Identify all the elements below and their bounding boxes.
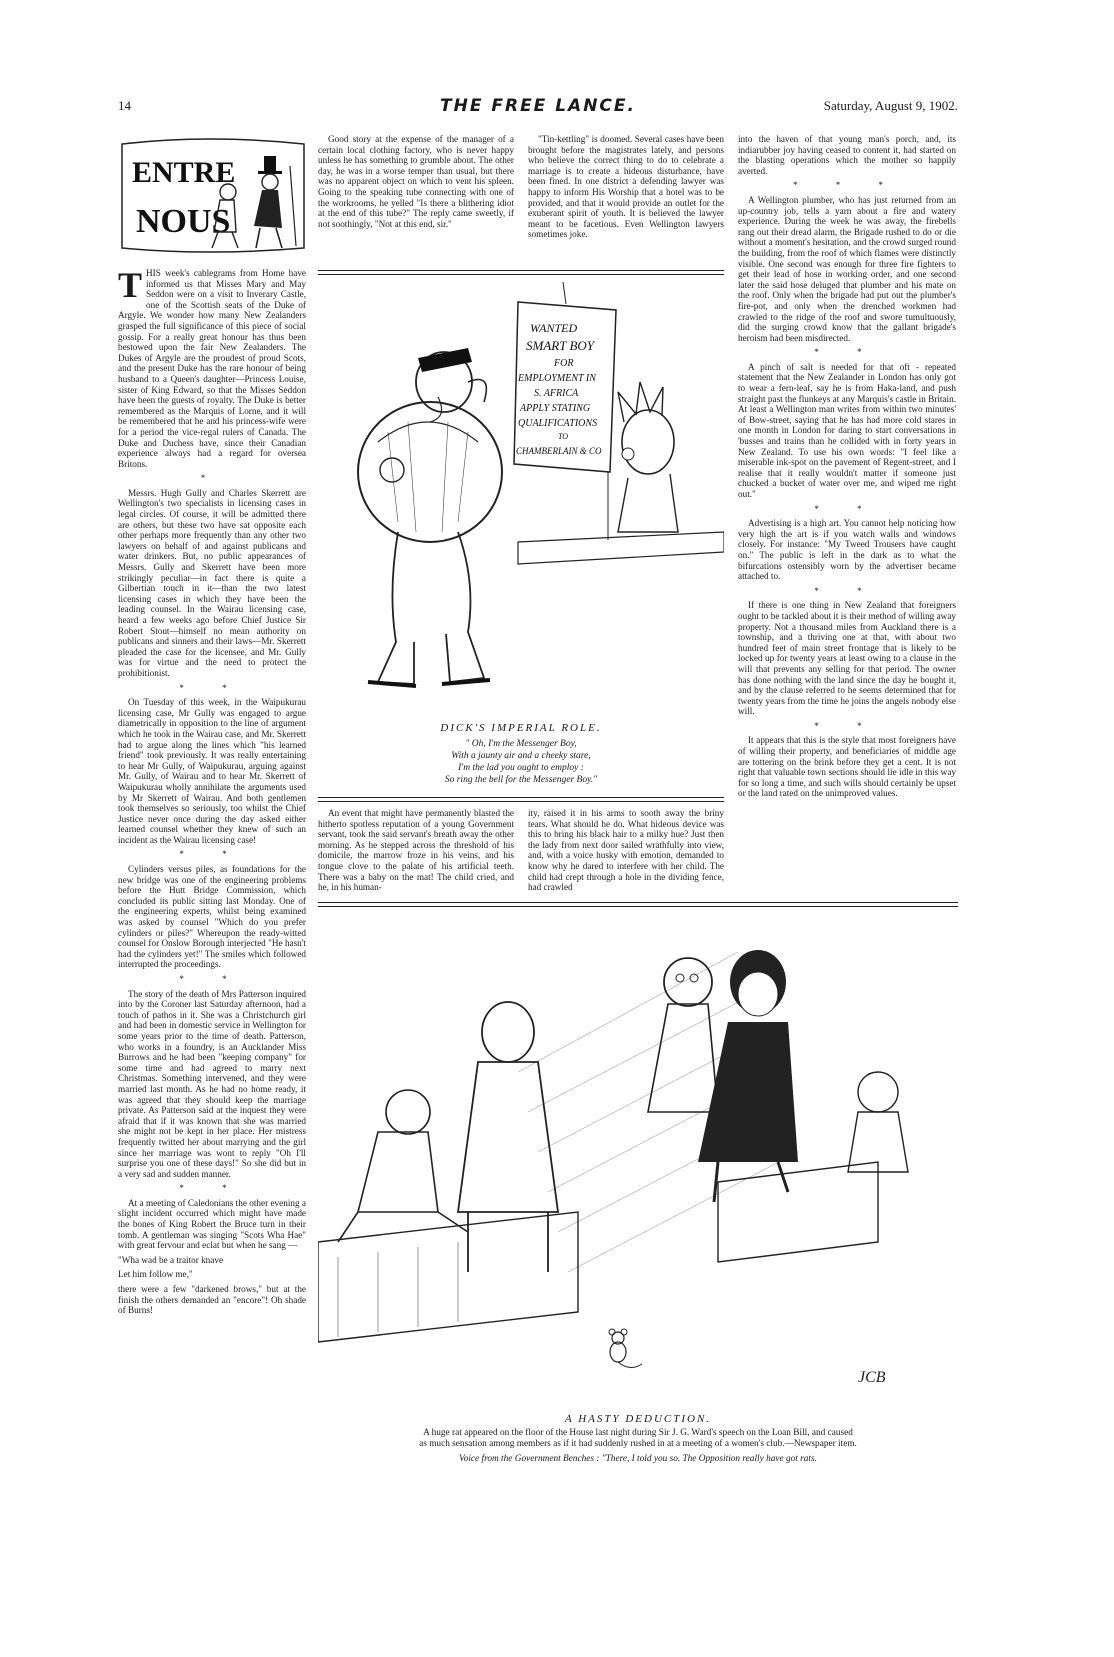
heading-entre: ENTRE xyxy=(132,156,236,189)
quote-line: Let him follow me," xyxy=(118,1269,193,1280)
caption-line: A huge rat appeared on the floor of the House last night during Sir J. G. Ward's speech on the Loan Bill, and caused xyxy=(423,1428,853,1438)
article-baby-on-mat-cont: ity, raised it in his arms to sooth away the briny tears. What should he do. What hideous device was this to bring his black hair to a milky hue? Just then the lady from next door sailed wrathfully into view, and, with a voice husky with emotion, demanded to know why he dared to interfere with her child. The child had crept through a hole in the dividing fence, had crawled xyxy=(528,808,724,893)
verse-line: With a jaunty air and a cheeky stare, xyxy=(451,751,591,761)
cartoon-messenger-boy-drawing xyxy=(318,282,724,720)
rule xyxy=(318,801,724,802)
separator: * * xyxy=(814,585,880,596)
article-caledonians: At a meeting of Caledonians the other evening a slight incident occurred which might have made the bones of King Robert the Bruce turn in their tomb. A gentleman was singing "Scots Wha Hae" with great fervour and eclat but when he sang — xyxy=(118,1197,306,1251)
sign-line: SMART BOY xyxy=(526,338,595,353)
cartoon2-title: A HASTY DEDUCTION. xyxy=(564,1413,712,1425)
rule xyxy=(318,270,724,271)
article-tin-kettling: "Tin-kettling" is doomed. Several cases have been brought before the magistrates lately, and persons who believe the correct thing to do to celebrate a marriage is to create a hideous disturbance, have been fined. In one district a defending lawyer was happy to inform His Worship that a hotel was to be provided, and that it would provide an outlet for the exuberant spirit of youth. It is believed the lawyer meant to be facetious. Even Wellington lawyers sometimes joke. xyxy=(528,134,724,240)
article-foreigners: It appears that this is the style that most foreigners have of willing their property, and beneficiaries of middle age are tottering on the brink before they get a cent. It is not right that valuable town sections should lie idle in this way for so long a time, and such wills should certainly be upset or the land rated on the unimproved values. xyxy=(738,735,956,799)
column-1 xyxy=(118,268,306,1518)
article-baby-on-mat: An event that might have permanently blasted the hitherto spotless reputation of a young Government servant, took the said servant's breath away the other morning. As he stepped across the threshold of his domicile, the marrow froze in his veins, and his tongue clove to the palate of his artificial teeth. There was a baby on the mat! The child cried, and he, in his human- xyxy=(318,808,514,893)
separator: * * * xyxy=(793,180,901,191)
article-seddon xyxy=(118,268,306,469)
article-waipukurau: On Tuesday of this week, in the Waipukurau licensing case, Mr Gully was engaged to argue diametrically in opposition to the line of argument which he took in the Wairau case, and Mr. Skerrett had to argue along the lines which "his learned friend" took previously. It was really entertaining to hear Mr Gully, of Waipukurau, arguing against Mr. Gully, of Wairau and to hear Mr. Skerrett of Waipukurau wholly annihilate the arguments used by Mr Skerrett of Wairau. And both gentlemen took themselves so seriously, too whilst the Chief Justice never once during the day asked either learned counsel whether they knew of such an incident as the Wairau licensing case! xyxy=(118,697,306,845)
rule xyxy=(318,902,958,903)
article-plumber: A Wellington plumber, who has just returned from an up-country job, tells a yarn about a fire and watery experience. During the week he was away, the firebells rang out their dread alarm, the Brigade rushed to do or die without a moment's hesitation, and the crowd surged round the building, from the roof of which flames were distinctly visible. One second was enough for three fire fighters to get their lead of hose in working order, and one second later the said hose deluged that plumber and his mate on the roof. Only when the brigade had put out the plumber's fire-pot, and only when the drenched workmen had crawled to the ridge of the roof and swore tumultuously, did the surging crowd know that the gallant brigade's heroism had been misdirected. xyxy=(738,194,956,343)
rule xyxy=(318,906,958,907)
page-header xyxy=(118,96,958,120)
sign-line: EMPLOYMENT IN xyxy=(518,373,596,384)
cartoon-title: DICK'S IMPERIAL ROLE. xyxy=(440,722,602,734)
heading-nous: NOUS xyxy=(136,203,231,240)
separator: * xyxy=(200,473,224,484)
caption-line: as much sensation among members as if it had suddenly rushed in at a meeting of a women's club.—Newspaper item. xyxy=(419,1439,857,1449)
page-number: 14 xyxy=(118,98,131,113)
sign-line: WANTED xyxy=(530,321,578,335)
separator: * * xyxy=(179,682,245,693)
sign-line: TO xyxy=(558,432,569,441)
separator: * * xyxy=(814,720,880,731)
separator: * * xyxy=(179,974,245,984)
rule xyxy=(318,274,724,275)
issue-date: Saturday, August 9, 1902. xyxy=(823,98,958,113)
column-2-top xyxy=(318,134,514,266)
artist-signature: JCB xyxy=(858,1369,886,1386)
article-patterson: The story of the death of Mrs Patterson inquired into by the Coroner last Saturday afternoon, had a touch of pathos in it. She was a Christchurch girl and had been in domestic service in Wellington for some years prior to the time of death. Patterson, who works in a foundry, is an Aucklander Miss Burrows and he had been "keeping company" for some time and had agreed to marry next Christmas. Something intervened, and they were married last month. As he had no home ready, it was agreed that they should keep the marriage private. As Patterson said at the inquest they were afraid that if it was known that she was married she might not be kept in her place. Her mistress frequently twitted her about marrying and the girl since her marriage was wont to reply "Oh I'll surprise you one of these days!" So she did but in a very sad and sudden manner. xyxy=(118,988,306,1179)
sign-line: CHAMBERLAIN & CO xyxy=(516,446,602,456)
article-pinch-of-salt: A pinch of salt is needed for that oft - repeated statement that the New Zealander in London has only got to wear a fern-leaf, say he is from Haka-land, and push straight past the flunkeys at any Marquis's castle in Britain. At least a Wellington man writes from within two minutes' of Bow-street, saying that he has had more cold stares in one month in London for daring to start conversations in 'busses and trains than he collided with in forty years in New Zealand. To use his own words: "I feel like a miserable ink-spot on the pavement of Regent-street, and I realise that it really wouldn't matter if someone just chucked a bucket of water over me, and wiped me right out." xyxy=(738,361,956,499)
entre-nous-heading xyxy=(118,136,308,256)
separator: * * xyxy=(814,503,880,514)
drop-cap: T xyxy=(118,268,143,305)
article-caledonians-end: there were a few "darkened brows," but at the finish the others demanded an "encore"! Oh shade of Burns! xyxy=(118,1284,306,1316)
verse-line: So ring the bell for the Messenger Boy." xyxy=(444,775,598,785)
sign-line: FOR xyxy=(554,358,574,369)
article-cylinders: Cylinders versus piles, as foundations for the new bridge was one of the engineering problems before the Hutt Bridge Commission, which concluded its public sitting last Monday. One of the engineering experts, whilst being examined was asked by counsel "Which do you prefer cylinders or piles?" Whereupon the ready-witted counsel for Onslow Borough interjected "He hasn't had the cylinders yet!" The smiles which followed interrupted the proceedings. xyxy=(118,864,306,970)
cartoon2-caption xyxy=(318,1428,958,1465)
column-2-mid xyxy=(318,808,514,898)
article-wills: If there is one thing in New Zealand that foreigners ought to be tackled about it is their method of willing away property. Not a thousand miles from Auckland there is a township, and a thriving one at that, with about two hundred feet of main street frontage that is likely to be locked up for twenty years at least owing to a clause in the will that prevents any selling for that period. The owner has done nothing with the land since the day he bought it, and by the clause referred to he seems determined that for twenty years from the time he joins the angels nobody else will. xyxy=(738,600,956,717)
separator: * * xyxy=(179,1183,245,1194)
cartoon-verse xyxy=(318,738,724,786)
separator: * * xyxy=(179,849,245,860)
separator: * * xyxy=(814,347,880,358)
sign-line: APPLY STATING xyxy=(520,403,591,414)
article-seddon-text: HIS week's cablegrams from Home have informed us that Misses Mary and May Seddon were on a visit to Inverary Castle, one of the Scottish seats of the Duke of Argyle. We wonder how many New Zealanders grasped the full significance of this piece of social gossip. For a really great honour has thus been bestowed upon the fair New Zealanders. The Dukes of Argyle are the proudest of proud Scots, and the present Duke has the rare honour of being husband to a Queen's daughter—Princess Louise, sister of King Edward, so that the Misses Seddon have been the guests of royalty. The Duke is better remembered as the Marquis of Lorne, and it will be remembered that he and his princess-wife were for a period the vice-regal rulers of Canada. The Duke and Duchess have, since their Canadian experience always had a regard for oversea Britons. xyxy=(118,268,306,469)
verse-line: I'm the lad you ought to employ : xyxy=(458,763,584,773)
cartoon-messenger-boy xyxy=(318,282,724,720)
article-advertising: Advertising is a high art. You cannot help noticing how very high the art is if you watch walls and windows closely. For instance: "My Tweed Trousers have caught on." The public is left in the dark as to what the bifurcations ostensibly worn by the advertiser became attached to. xyxy=(738,518,956,582)
caption-line: Voice from the Government Benches : "There, I told you so. The Opposition really have got rats. xyxy=(459,1454,817,1464)
column-4 xyxy=(738,134,956,898)
sign-line: S. AFRICA xyxy=(534,388,579,399)
entre-nous-illustration xyxy=(118,136,308,256)
cartoon-hasty-deduction xyxy=(318,912,958,1412)
quote-line: "Wha wad be a traitor knave xyxy=(118,1254,224,1265)
article-baby-end: into the haven of that young man's porch, and, its indiarubber joy having ceased to content it, had started on the blasting operations which the mother so happily averted. xyxy=(738,134,956,176)
sign-line: QUALIFICATIONS xyxy=(518,418,598,429)
column-3-top xyxy=(528,134,724,266)
verse-line: " Oh, I'm the Messenger Boy, xyxy=(465,739,577,749)
cartoon-hasty-deduction-drawing xyxy=(318,912,958,1412)
masthead: THE FREE LANCE. xyxy=(440,96,636,116)
article-clothing-factory: Good story at the expense of the manager of a certain local clothing factory, who is never happy unless he has something to grumble about. The other day, he was in a worse temper than usual, but there was no apparent object on which to vent his spleen. Going to the speaking tube connecting with one of the workrooms, he yelled "Is there a blithering idiot at the end of this tube?" The reply came sweetly, if not soothingly, "Not at this end, sir." xyxy=(318,134,514,229)
column-3-mid xyxy=(528,808,724,898)
rule xyxy=(318,797,724,798)
article-gully-skerrett: Messrs. Hugh Gully and Charles Skerrett are Wellington's two specialists in licensing cases in legal circles. Of course, it will be admitted there are others, but these two have sat opposite each other perhaps more frequently than any other two lawyers on behalf of and against publicans and water drinkers. But, no public appearances of Messrs. Gully and Skerrett have been more strikingly peculiar—in fact there is quite a Gilbertian touch in it—than the two latest licensing cases in which they have been the leading counsel. In the Wairau licensing case, heard a few weeks ago before Chief Justice Sir Robert Stout—himself no mean authority on publicans and sinners and their laws—Mr. Skerrett pleaded the case for the licensee, and Mr. Gully was for virtue and the need to protect the prohibitionist. xyxy=(118,487,306,678)
